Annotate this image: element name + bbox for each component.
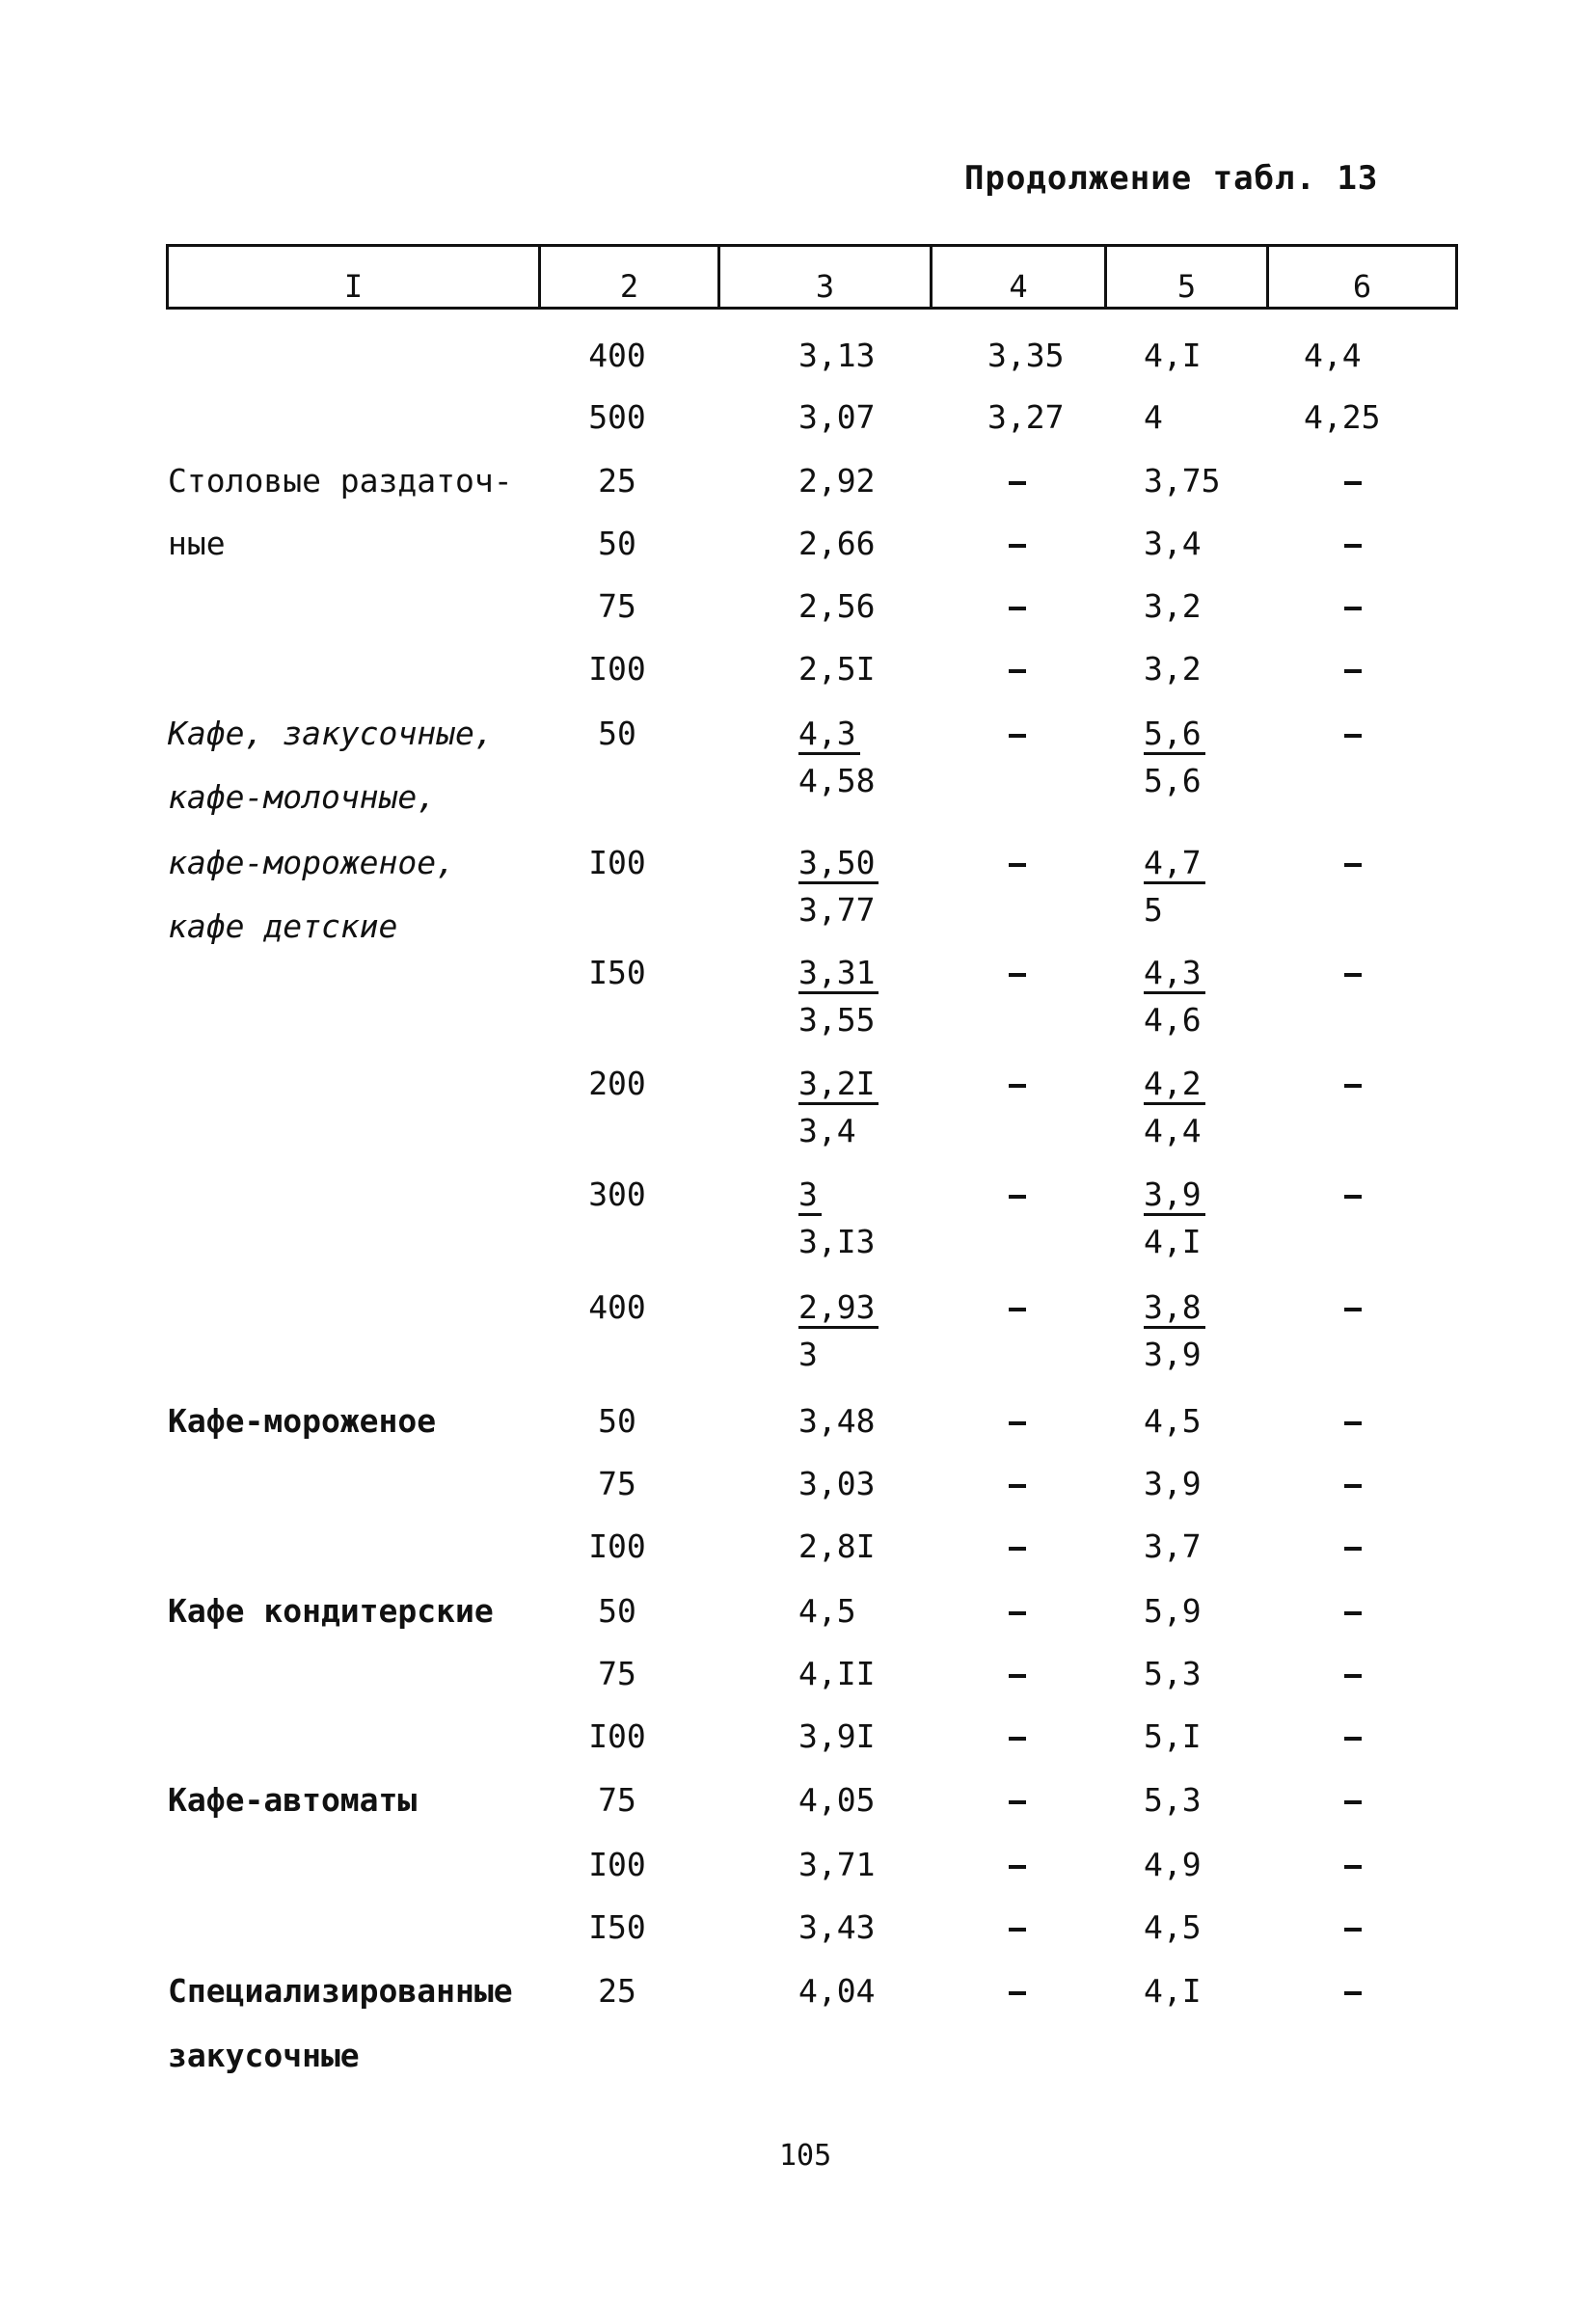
cell-col-5: 3,7 [1144, 1527, 1202, 1565]
header-cell-2: 2 [541, 247, 720, 307]
header-cell-6: 6 [1352, 268, 1372, 305]
cell-col-3 [798, 955, 879, 1039]
fraction-numerator: 4,7 [1144, 845, 1205, 884]
cell-col-4 [987, 1847, 1026, 1883]
cell-col-2: I00 [588, 1527, 646, 1565]
dash-mark [1009, 1421, 1026, 1425]
cell-col-5 [1144, 1066, 1205, 1149]
cell-col-6 [1304, 955, 1362, 991]
table-row [0, 1656, 1595, 1714]
cell-col-2: 50 [598, 1402, 636, 1440]
cell-col-6 [1304, 588, 1362, 625]
cell-col-6 [1304, 1289, 1362, 1326]
cell-col-3 [798, 1176, 875, 1260]
cell-col-4 [987, 1782, 1026, 1819]
cell-col-3: 3,71 [798, 1846, 876, 1883]
row-label: кафе-молочные, [168, 778, 437, 816]
cell-col-5: 3,2 [1144, 587, 1202, 625]
dash-mark [1344, 1737, 1362, 1741]
cell-col-5: 3,75 [1144, 462, 1221, 500]
cell-col-5: 5,3 [1144, 1655, 1202, 1692]
cell-col-3: 2,8I [798, 1527, 876, 1565]
table-row [0, 1528, 1595, 1586]
fraction-value [798, 955, 879, 1039]
fraction-denominator: 5,6 [1144, 762, 1202, 799]
fraction-numerator: 3,50 [798, 845, 879, 884]
dash-mark [1009, 973, 1026, 977]
dash-mark [1344, 607, 1362, 610]
cell-col-2: 50 [598, 715, 636, 752]
cell-col-4 [987, 1528, 1026, 1565]
dash-mark [1344, 1084, 1362, 1088]
cell-col-6 [1304, 1973, 1362, 2010]
fraction-denominator: 5 [1144, 891, 1163, 929]
cell-col-4 [987, 1403, 1026, 1440]
cell-col-3: 4,II [798, 1655, 876, 1692]
fraction-denominator: 3,9 [1144, 1336, 1202, 1373]
dash-mark [1344, 1928, 1362, 1932]
cell-col-4 [987, 1593, 1026, 1630]
cell-col-4: 3,27 [987, 398, 1065, 436]
cell-col-6 [1304, 1782, 1362, 1819]
fraction-denominator: 4,4 [1144, 1112, 1202, 1149]
dash-mark [1344, 669, 1362, 673]
dash-mark [1009, 481, 1026, 485]
fraction-denominator: 3,I3 [798, 1223, 876, 1260]
dash-mark [1009, 607, 1026, 610]
row-label: Кафе, закусочные, [168, 715, 494, 752]
table-row [0, 779, 1595, 837]
cell-col-6 [1304, 845, 1362, 881]
row-label: Кафе-автоматы [168, 1781, 418, 1819]
table-row [0, 651, 1595, 709]
cell-col-4 [987, 1289, 1026, 1326]
header-cell-1: I [169, 247, 541, 307]
cell-col-5: 4,9 [1144, 1846, 1202, 1883]
dash-mark [1344, 1308, 1362, 1311]
cell-col-6 [1304, 1066, 1362, 1102]
cell-col-5: 4 [1144, 398, 1163, 436]
dash-mark [1344, 1674, 1362, 1678]
dash-mark [1009, 1737, 1026, 1741]
cell-col-3: 2,66 [798, 525, 876, 562]
dash-mark [1344, 1195, 1362, 1199]
cell-col-6 [1304, 1403, 1362, 1440]
cell-col-6 [1304, 1656, 1362, 1692]
page-number: 105 [779, 2139, 832, 2173]
fraction-value [1144, 1176, 1205, 1260]
cell-col-2: 75 [598, 587, 636, 625]
row-label: Кафе кондитерские [168, 1592, 494, 1630]
cell-col-4 [987, 1718, 1026, 1755]
table-row [0, 1176, 1595, 1260]
dash-mark [1344, 1800, 1362, 1804]
cell-col-4 [987, 526, 1026, 562]
dash-mark [1009, 1308, 1026, 1311]
cell-col-3: 4,5 [798, 1592, 856, 1630]
cell-col-2: 75 [598, 1781, 636, 1819]
cell-col-5: 5,I [1144, 1717, 1202, 1755]
table-row [0, 1065, 1595, 1149]
dash-mark [1344, 1421, 1362, 1425]
row-label: Столовые раздаточ- [168, 462, 513, 500]
cell-col-3: 3,07 [798, 398, 876, 436]
fraction-numerator: 4,3 [1144, 955, 1205, 994]
cell-col-4 [987, 845, 1026, 881]
cell-col-2: I00 [588, 1846, 646, 1883]
cell-col-5 [1144, 1176, 1205, 1260]
dash-mark [1344, 973, 1362, 977]
fraction-value [798, 1289, 879, 1373]
cell-col-6 [1304, 1528, 1362, 1565]
cell-col-5: 5,9 [1144, 1592, 1202, 1630]
cell-col-6: 4,4 [1304, 337, 1362, 374]
dash-mark [1009, 544, 1026, 548]
dash-mark [1344, 1484, 1362, 1488]
table-row [0, 1847, 1595, 1905]
dash-mark [1009, 1484, 1026, 1488]
cell-col-6 [1304, 716, 1362, 752]
header-cell-3: 3 [720, 247, 933, 307]
cell-col-4: 3,35 [987, 337, 1065, 374]
table-row [0, 1973, 1595, 2031]
fraction-numerator: 3,31 [798, 955, 879, 994]
fraction-numerator: 4,3 [798, 716, 860, 755]
fraction-denominator: 3,77 [798, 891, 876, 929]
dash-mark [1009, 1991, 1026, 1995]
cell-col-5 [1144, 955, 1205, 1039]
fraction-value [798, 1066, 879, 1149]
cell-col-3: 2,56 [798, 587, 876, 625]
cell-col-6 [1304, 1593, 1362, 1630]
cell-col-3: 3,13 [798, 337, 876, 374]
cell-col-3 [798, 1066, 879, 1149]
cell-col-6 [1304, 651, 1362, 688]
fraction-denominator: 3,55 [798, 1001, 876, 1039]
table-row [0, 338, 1595, 395]
cell-col-6 [1304, 1466, 1362, 1502]
cell-col-2: 25 [598, 1972, 636, 2010]
cell-col-5: 5,3 [1144, 1781, 1202, 1819]
fraction-denominator: 3 [798, 1336, 818, 1373]
cell-col-6 [1304, 1176, 1362, 1213]
fraction-numerator: 5,6 [1144, 716, 1205, 755]
dash-mark [1009, 669, 1026, 673]
row-label-continuation: закусочные [168, 2037, 360, 2074]
fraction-denominator: 4,6 [1144, 1001, 1202, 1039]
dash-mark [1009, 1800, 1026, 1804]
fraction-denominator: 3,4 [798, 1112, 856, 1149]
dash-mark [1009, 1928, 1026, 1932]
cell-col-6 [1304, 526, 1362, 562]
cell-col-5: 4,I [1144, 1972, 1202, 2010]
cell-col-2: I00 [588, 844, 646, 881]
header-cell-4: 4 [933, 247, 1107, 307]
dash-mark [1009, 734, 1026, 738]
table-row [0, 588, 1595, 646]
cell-col-2: 75 [598, 1465, 636, 1502]
cell-col-4 [987, 1909, 1026, 1946]
cell-col-3: 4,05 [798, 1781, 876, 1819]
table-row [0, 399, 1595, 457]
fraction-denominator: 4,58 [798, 762, 876, 799]
cell-col-6 [1304, 1847, 1362, 1883]
fraction-value [1144, 1066, 1205, 1149]
dash-mark [1009, 863, 1026, 867]
fraction-numerator: 2,93 [798, 1289, 879, 1329]
cell-col-3: 3,9I [798, 1717, 876, 1755]
cell-col-2: 300 [588, 1176, 646, 1213]
table-row [0, 1909, 1595, 1967]
fraction-value [1144, 1289, 1205, 1373]
table-header [166, 244, 1458, 310]
dash-mark [1009, 1547, 1026, 1551]
row-label: кафе-мороженое, [168, 844, 456, 881]
cell-col-4 [987, 1466, 1026, 1502]
cell-col-2: 25 [598, 462, 636, 500]
cell-col-3: 3,43 [798, 1908, 876, 1946]
cell-col-4 [987, 1176, 1026, 1213]
table-caption: Продолжение табл. 13 [964, 159, 1379, 198]
row-label: кафе детские [168, 907, 398, 945]
cell-col-3: 2,5I [798, 650, 876, 688]
cell-col-5: 4,5 [1144, 1402, 1202, 1440]
cell-col-3: 3,48 [798, 1402, 876, 1440]
dash-mark [1344, 481, 1362, 485]
cell-col-4 [987, 651, 1026, 688]
fraction-numerator: 3,2I [798, 1066, 879, 1105]
dash-mark [1344, 863, 1362, 867]
cell-col-6 [1304, 1718, 1362, 1755]
fraction-denominator: 4,I [1144, 1223, 1202, 1260]
fraction-numerator: 3,8 [1144, 1289, 1205, 1329]
cell-col-6 [1304, 1909, 1362, 1946]
cell-col-2: 500 [588, 398, 646, 436]
table-row [0, 1288, 1595, 1373]
cell-col-4 [987, 463, 1026, 500]
cell-col-2: I00 [588, 1717, 646, 1755]
dash-mark [1344, 544, 1362, 548]
cell-col-4 [987, 1656, 1026, 1692]
table-row [0, 954, 1595, 1039]
fraction-value [798, 1176, 875, 1260]
cell-col-3: 2,92 [798, 462, 876, 500]
cell-col-4 [987, 716, 1026, 752]
dash-mark [1009, 1084, 1026, 1088]
cell-col-2: 400 [588, 1288, 646, 1326]
fraction-numerator: 4,2 [1144, 1066, 1205, 1105]
table-row [0, 1718, 1595, 1776]
cell-col-4 [987, 588, 1026, 625]
cell-col-2: I00 [588, 650, 646, 688]
table-row [0, 526, 1595, 583]
cell-col-2: 50 [598, 1592, 636, 1630]
cell-col-2: 50 [598, 525, 636, 562]
cell-col-2: I50 [588, 954, 646, 991]
dash-mark [1009, 1674, 1026, 1678]
table-row [0, 1782, 1595, 1840]
cell-col-2: I50 [588, 1908, 646, 1946]
cell-col-5: 4,I [1144, 337, 1202, 374]
table-row [0, 1593, 1595, 1651]
dash-mark [1344, 734, 1362, 738]
cell-col-6 [1304, 463, 1362, 500]
row-label: Кафе-мороженое [168, 1402, 437, 1440]
cell-col-5 [1144, 1289, 1205, 1373]
row-label: ные [168, 525, 226, 562]
dash-mark [1344, 1991, 1362, 1995]
table-row [0, 1466, 1595, 1524]
dash-mark [1009, 1611, 1026, 1615]
header-cell-5: 5 [1107, 247, 1269, 307]
cell-col-2: 400 [588, 337, 646, 374]
cell-col-5: 3,4 [1144, 525, 1202, 562]
cell-col-4 [987, 955, 1026, 991]
dash-mark [1344, 1547, 1362, 1551]
dash-mark [1344, 1865, 1362, 1869]
cell-col-5: 3,9 [1144, 1465, 1202, 1502]
row-label: Специализированные [168, 1972, 513, 2010]
cell-col-3 [798, 1289, 879, 1373]
table-row [0, 1403, 1595, 1461]
cell-col-4 [987, 1973, 1026, 2010]
cell-col-5: 4,5 [1144, 1908, 1202, 1946]
cell-col-2: 75 [598, 1655, 636, 1692]
fraction-numerator: 3 [798, 1176, 822, 1216]
dash-mark [1344, 1611, 1362, 1615]
dash-mark [1009, 1865, 1026, 1869]
cell-col-5: 3,2 [1144, 650, 1202, 688]
cell-col-6: 4,25 [1304, 398, 1381, 436]
cell-col-4 [987, 1066, 1026, 1102]
cell-col-2: 200 [588, 1065, 646, 1102]
fraction-numerator: 3,9 [1144, 1176, 1205, 1216]
dash-mark [1009, 1195, 1026, 1199]
cell-col-3: 4,04 [798, 1972, 876, 2010]
table-row [0, 463, 1595, 521]
fraction-value [1144, 955, 1205, 1039]
cell-col-3: 3,03 [798, 1465, 876, 1502]
